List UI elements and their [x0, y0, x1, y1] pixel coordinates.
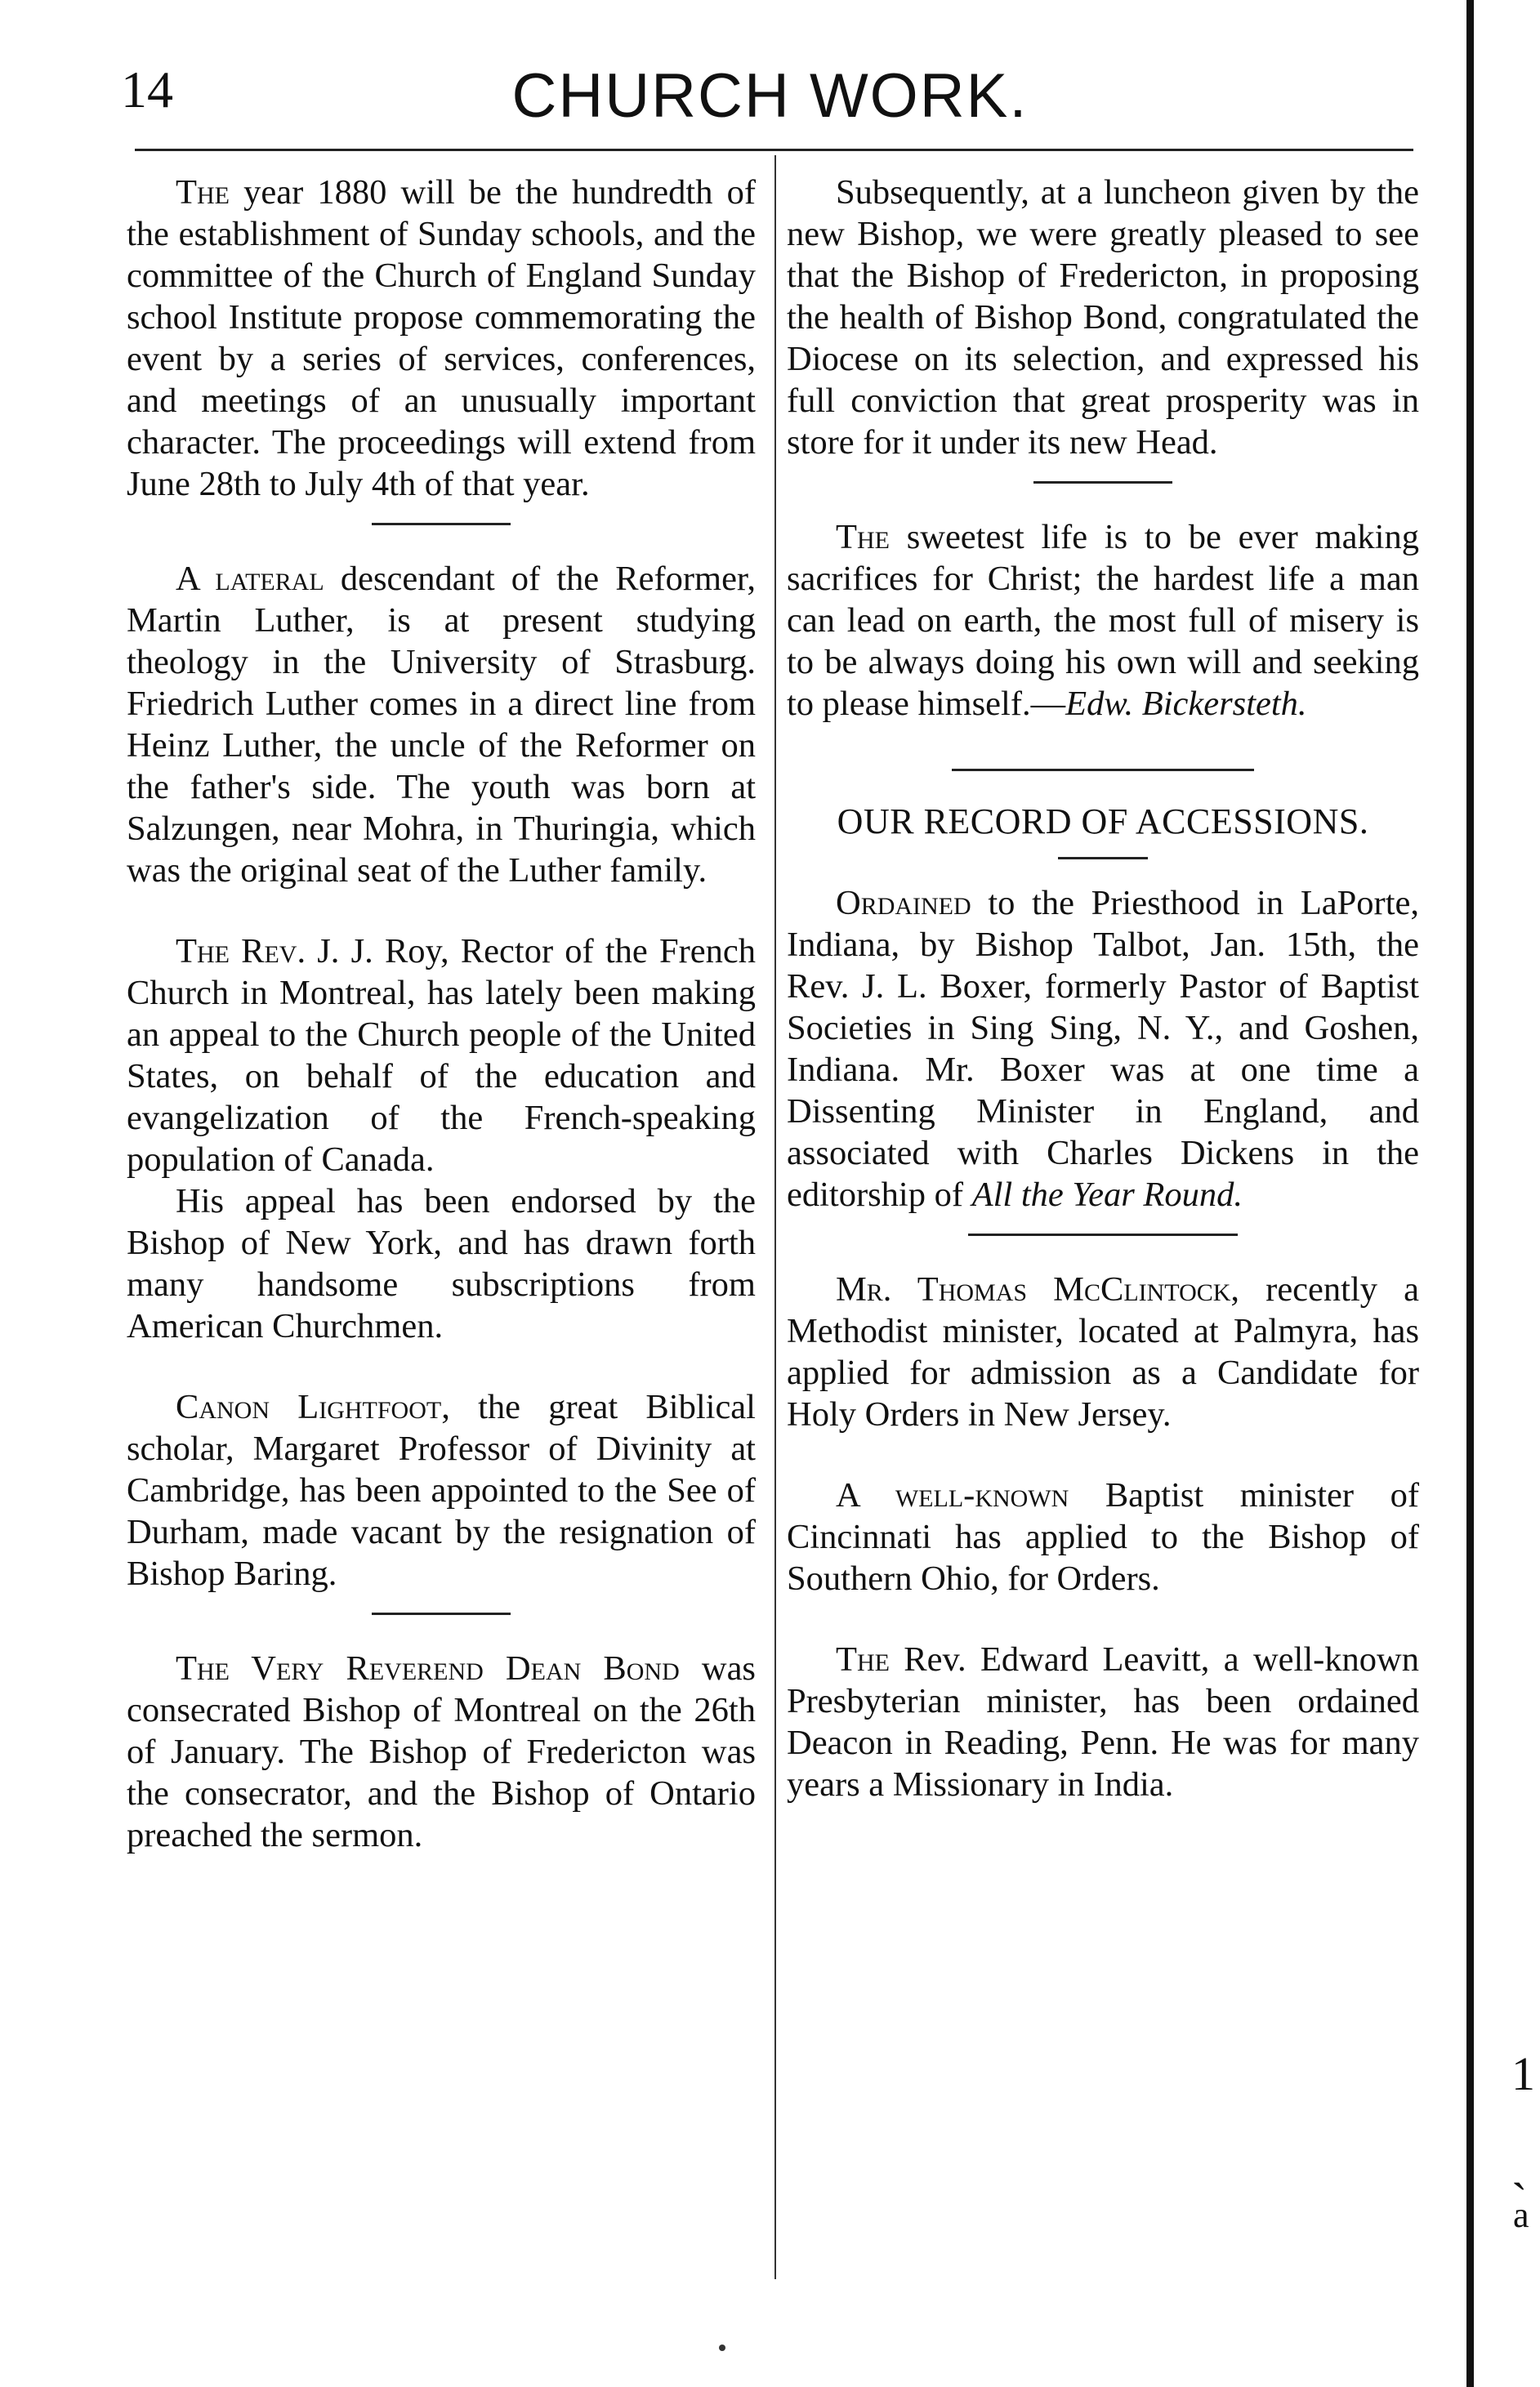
separator-rule [1058, 857, 1148, 859]
article-sunday-schools [127, 172, 756, 505]
article-dean-bond [127, 1648, 756, 1856]
header-rule [135, 149, 1413, 151]
article-body: year 1880 will be the hundredth of the establishment of Sunday schools, and the committee of the Church of England Sunday school Institute propose commemorating the event by a series of services, conferences, and meetings of an unusually important character. The proceedings will extend from June 28th to July 4th of that year. [127, 173, 756, 503]
article-bond-luncheon: Subsequently, at a luncheon given by the new Bishop, we were greatly pleased to see that the Bishop of Fredericton, in proposing the health of Bishop Bond, congratulated the Diocese on its selection, and expressed his full conviction that great prosperity was in store for it under its new Head. [787, 173, 1419, 462]
running-title: CHURCH WORK. [511, 61, 1029, 131]
accession-body: recently a Methodist minister, located at Palmyra, has applied for admission as a Candidate for Holy Orders in New Jersey. [787, 1270, 1419, 1434]
article-canon-lightfoot [127, 1386, 756, 1595]
accession-mcclintock [787, 1269, 1419, 1435]
page-number: 14 [121, 60, 173, 118]
accession-body: Baptist minister of Cincinnati has applied to the Bishop of Southern Ohio, for Orders. [787, 1476, 1419, 1598]
column-rule [774, 155, 776, 2279]
accession-lead: A well-known [836, 1476, 1069, 1515]
separator-rule [968, 1234, 1238, 1236]
accession-italic: All the Year Round. [971, 1176, 1243, 1214]
accession-lead: Ordained [836, 884, 971, 922]
article-rev-roy [127, 930, 756, 1180]
margin-glyph: 1 [1511, 2047, 1535, 2100]
section-heading: OUR RECORD OF ACCESSIONS. [837, 801, 1369, 841]
article-lead: The [176, 173, 230, 212]
quote-attribution: Edw. Bickersteth. [1065, 685, 1307, 723]
article-body: was consecrated Bishop of Montreal on the 26th of January. The Bishop of Fredericton was the consecrator, and the Bishop of Ontario preached the sermon. [127, 1649, 756, 1854]
quote-body: sweetest life is to be ever making sacrifices for Christ; the hardest life a man can lead on earth, the most full of misery is to be always doing his own will and seeking to please himself.— [787, 518, 1419, 723]
separator-rule [372, 1613, 511, 1615]
right-column [787, 172, 1419, 1805]
accession-leavitt [787, 1639, 1419, 1805]
article-lead: A lateral [176, 560, 324, 598]
margin-glyph: a [1513, 2195, 1529, 2235]
accession-lead: Mr. Thomas McClintock, [836, 1270, 1240, 1309]
left-column [127, 172, 756, 1856]
article-rev-roy-continuation: His appeal has been endorsed by the Bishop of New York, and has drawn forth many handsome subscriptions from American Churchmen. [127, 1182, 756, 1345]
accession-boxer [787, 882, 1419, 1216]
accession-cincinnati [787, 1475, 1419, 1600]
quote-bickersteth [787, 516, 1419, 725]
margin-glyph: ˎ [1511, 2137, 1528, 2190]
quote-lead: The [836, 518, 890, 556]
article-lead: Canon Lightfoot, [176, 1388, 450, 1426]
article-lead: The Rev. [176, 932, 306, 970]
separator-rule-long [952, 769, 1254, 771]
bottom-mark [719, 2345, 725, 2351]
article-lead: The Very Reverend Dean Bond [176, 1649, 680, 1688]
right-page-edge [1466, 0, 1474, 2387]
article-body: descendant of the Reformer, Martin Luther, is at present studying theology in the University of Strasburg. Friedrich Luther comes in a direct line from Heinz Luther, the uncle of the Reformer on the father's side. The youth was born at Salzungen, near Mohra, in Thuringia, which was the original seat of the Luther family. [127, 560, 757, 890]
accession-lead: The [836, 1640, 890, 1679]
article-luther-descendant [127, 558, 756, 891]
article-body: the great Biblical scholar, Margaret Professor of Divinity at Cambridge, has been appointed to the See of Durham, made vacant by the resignation of Bishop Baring. [127, 1388, 756, 1593]
separator-rule [372, 523, 511, 525]
accession-body: Rev. Edward Leavitt, a well-known Presbyterian minister, has been ordained Deacon in Reading, Penn. He was for many years a Missionary in India. [787, 1640, 1419, 1804]
separator-rule [1033, 481, 1172, 484]
article-body: J. J. Roy, Rector of the French Church in Montreal, has lately been making an appeal to the Church people of the United States, on behalf of the education and evangelization of the French-speaking population of Canada. [127, 932, 756, 1179]
accession-body: to the Priesthood in LaPorte, Indiana, by Bishop Talbot, Jan. 15th, the Rev. J. L. Boxer, formerly Pastor of Baptist Societies in Sing Sing, N. Y., and Goshen, Indiana. Mr. Boxer was at one time a Dissenting Minister in England, and associated with Charles Dickens in the editorship of [787, 884, 1419, 1214]
